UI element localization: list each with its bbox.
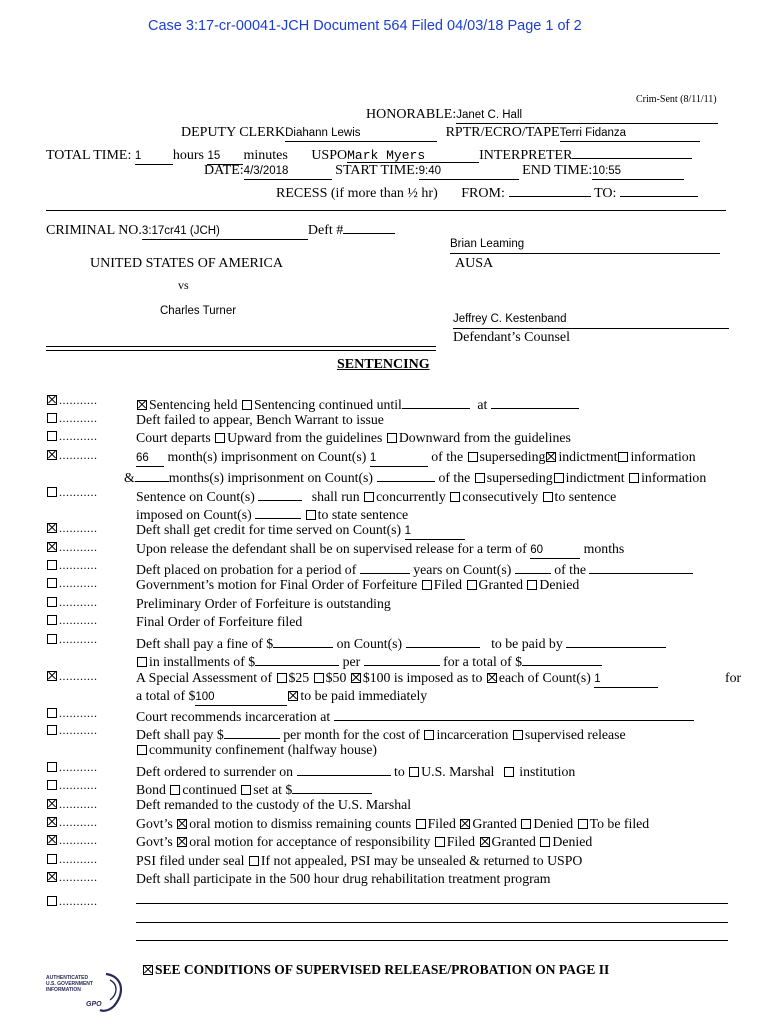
checkbox-to-sentence[interactable]	[543, 492, 553, 502]
line-drug-program: Deft shall participate in the 500 hour drug rehabilitation treatment program	[136, 871, 551, 886]
line-sentencing: Sentencing held Sentencing continued until at	[136, 394, 579, 413]
fine-count-field	[406, 633, 480, 648]
count-field: 1	[370, 452, 428, 467]
line-forfeiture-motion: Government’s motion for Final Order of Forfeiture Filed Granted Denied	[136, 577, 580, 592]
line-recommend-incarceration: Court recommends incarceration at	[136, 706, 694, 725]
line-community-confinement: community confinement (halfway house)	[136, 742, 377, 758]
installment-period-field	[364, 651, 440, 666]
checkbox-upward[interactable]	[215, 433, 225, 443]
checkbox-indictment[interactable]	[546, 452, 556, 462]
total-time-row: TOTAL TIME: 1 hours 15 minutes USPOMark Myers INTERPRETER	[46, 144, 692, 165]
checkbox-sentence-count[interactable]	[47, 487, 57, 497]
line-imposed-count: imposed on Count(s) to state sentence	[136, 504, 408, 523]
checkbox-bond[interactable]	[47, 780, 57, 790]
line-surrender: Deft ordered to surrender on to U.S. Marshal institution	[136, 761, 575, 780]
assessment-total-field: 100	[195, 691, 287, 706]
deputy-clerk-field: Diahann Lewis	[285, 127, 437, 142]
checkbox-imprisonment[interactable]	[47, 450, 57, 460]
imposed-count-field	[255, 504, 301, 519]
line-supervised-release: Upon release the defendant shall be on supervised release for a term of 60 months	[136, 541, 624, 559]
checkbox-credit-time[interactable]	[47, 523, 57, 533]
months2-field	[135, 467, 169, 482]
criminal-no-field: 3:17cr41 (JCH)	[142, 225, 308, 240]
checkbox-assessment-50[interactable]	[314, 673, 324, 683]
check-col-4: ...........	[46, 448, 98, 464]
gpo-seal-graphic	[44, 970, 134, 1014]
check-col-21: ...........	[46, 852, 98, 868]
checkbox-forfeiture-filed[interactable]	[422, 580, 432, 590]
checkbox-acceptance-oral[interactable]	[177, 837, 187, 847]
line-acceptance-responsibility: Govt’s oral motion for acceptance of responsibility Filed Granted Denied	[136, 834, 593, 849]
defendant-name: Charles Turner	[160, 305, 237, 317]
checkbox-community-confinement[interactable]	[137, 745, 147, 755]
recess-to-field	[620, 182, 698, 197]
fine-paid-by-field	[566, 633, 666, 648]
blank-line-1	[136, 903, 728, 904]
defense-counsel-label: Defendant’s Counsel	[453, 330, 571, 345]
divider-2	[46, 350, 436, 351]
recess-row: RECESS (if more than ½ hr) FROM: TO:	[276, 182, 698, 202]
checkbox-institution[interactable]	[504, 767, 514, 777]
check-col-9: ...........	[46, 576, 98, 592]
surrender-date-field	[297, 761, 391, 776]
installment-amount-field	[255, 651, 339, 666]
court-filing-header: Case 3:17-cr-00041-JCH Document 564 Filed 04/03/18 Page 1 of 2	[148, 18, 582, 34]
checkbox-each-count[interactable]	[487, 673, 497, 683]
checkbox-consecutively[interactable]	[450, 492, 460, 502]
start-time-field: 9:40	[419, 165, 519, 180]
checkbox-other[interactable]	[47, 896, 57, 906]
checkbox-forfeiture-granted[interactable]	[467, 580, 477, 590]
checkbox-acceptance-filed[interactable]	[435, 837, 445, 847]
form-id: Crim-Sent (8/11/11)	[636, 94, 717, 105]
sentence-count-field	[258, 486, 302, 501]
divider-top	[46, 210, 726, 211]
line-bond: Bond continued set at $	[136, 779, 372, 798]
checkbox-sentencing-continued[interactable]	[242, 400, 252, 410]
checkbox-forfeiture-denied[interactable]	[527, 580, 537, 590]
checkbox-dismiss-to-be-filed[interactable]	[578, 819, 588, 829]
checkbox-dismiss-oral[interactable]	[177, 819, 187, 829]
date-row: DATE:4/3/2018 START TIME:9:40 END TIME:10:55	[204, 163, 684, 180]
checkbox-remanded[interactable]	[47, 799, 57, 809]
checkbox-supervised-release[interactable]	[47, 542, 57, 552]
checkbox-indictment-2[interactable]	[554, 473, 564, 483]
checkbox-superseding[interactable]	[468, 452, 478, 462]
check-col-7: ...........	[46, 540, 98, 556]
checkbox-sentencing-held[interactable]	[137, 400, 147, 410]
plaintiff: UNITED STATES OF AMERICA	[90, 256, 283, 271]
deft-number-field	[343, 219, 395, 234]
line-imprisonment: 66 month(s) imprisonment on Count(s) 1 of the superseding indictment information	[136, 449, 696, 467]
checkbox-cost-supervised-release[interactable]	[513, 730, 523, 740]
line-preliminary-forfeiture: Preliminary Order of Forfeiture is outstanding	[136, 596, 391, 611]
probation-years-field	[360, 559, 410, 574]
checkbox-information-2[interactable]	[629, 473, 639, 483]
check-col-12: ...........	[46, 632, 98, 648]
count2-field	[377, 467, 435, 482]
checkbox-psi-seal[interactable]	[47, 854, 57, 864]
line-dismiss-counts: Govt’s oral motion to dismiss remaining counts Filed Granted Denied To be filed	[136, 816, 650, 831]
checkbox-installments[interactable]	[137, 657, 147, 667]
section-title: SENTENCING	[337, 357, 430, 372]
defense-counsel-field: Jeffrey C. Kestenband	[453, 313, 729, 329]
deputy-clerk-row: DEPUTY CLERKDiahann Lewis RPTR/ECRO/TAPETerri Fidanza	[181, 125, 700, 142]
end-time-field: 10:55	[592, 165, 684, 180]
line-sentence-count: Sentence on Count(s) shall run concurrently consecutively to sentence	[136, 486, 616, 505]
installment-total-field	[522, 651, 602, 666]
line-total-assessment: a total of $100 to be paid immediately	[136, 688, 427, 706]
footer-note: SEE CONDITIONS OF SUPERVISED RELEASE/PROBATION ON PAGE II	[142, 962, 609, 978]
checkbox-court-departs[interactable]	[47, 431, 57, 441]
checkbox-assessment-25[interactable]	[277, 673, 287, 683]
label-for: for	[725, 670, 742, 685]
check-col-19: ...........	[46, 815, 98, 831]
recess-from-field	[509, 182, 591, 197]
line-final-forfeiture: Final Order of Forfeiture filed	[136, 614, 303, 629]
checkbox-pay-cost[interactable]	[47, 725, 57, 735]
assessment-count-field: 1	[594, 673, 658, 688]
check-col-13: ...........	[46, 669, 98, 685]
bond-amount-field	[292, 779, 372, 794]
checkbox-bond-continued[interactable]	[170, 785, 180, 795]
checkbox-acceptance-granted[interactable]	[480, 837, 490, 847]
checkbox-special-assessment[interactable]	[47, 671, 57, 681]
svg-text:INFORMATION: INFORMATION	[46, 987, 81, 993]
checkbox-failed-appear[interactable]	[47, 413, 57, 423]
check-col-16: ...........	[46, 760, 98, 776]
checkbox-assessment-100[interactable]	[351, 673, 361, 683]
line-fine: Deft shall pay a fine of $ on Count(s) to be paid by	[136, 633, 666, 652]
credit-count-field: 1	[405, 525, 465, 540]
checkbox-drug-program[interactable]	[47, 872, 57, 882]
check-col-5: ...........	[46, 485, 98, 501]
line-probation: Deft placed on probation for a period of years on Count(s) of the	[136, 559, 693, 578]
checkbox-dismiss-granted[interactable]	[460, 819, 470, 829]
check-col-15: ...........	[46, 723, 98, 739]
checkbox-superseding-2[interactable]	[475, 473, 485, 483]
checkbox-sentencing[interactable]	[47, 395, 57, 405]
check-col-22: ...........	[46, 870, 98, 886]
check-col-3: ...........	[46, 429, 98, 445]
check-col-6: ...........	[46, 521, 98, 537]
line-credit-time: Deft shall get credit for time served on Count(s) 1	[136, 522, 465, 540]
checkbox-acceptance-responsibility[interactable]	[47, 835, 57, 845]
blank-line-2	[136, 922, 728, 923]
check-col-18: ...........	[46, 797, 98, 813]
fine-amount-field	[273, 633, 333, 648]
checkbox-preliminary-forfeiture[interactable]	[47, 597, 57, 607]
line-special-assessment: A Special Assessment of $25 $50 $100 is imposed as to each of Count(s) 1	[136, 670, 658, 688]
checkbox-psi-not-appealed[interactable]	[249, 856, 259, 866]
line-imprisonment-2: & months(s) imprisonment on Count(s) of the superseding indictment information	[124, 467, 706, 486]
check-col-2: ...........	[46, 411, 98, 427]
continued-date-field	[402, 394, 470, 409]
svg-text:AUTHENTICATED: AUTHENTICATED	[46, 975, 89, 981]
blank-line-3	[136, 940, 728, 941]
checkbox-probation[interactable]	[47, 560, 57, 570]
svg-text:GPO: GPO	[86, 1001, 102, 1008]
checkbox-dismiss-denied[interactable]	[521, 819, 531, 829]
line-remanded: Deft remanded to the custody of the U.S. Marshal	[136, 797, 412, 812]
hours-field: 1	[135, 150, 173, 165]
checkbox-concurrently[interactable]	[364, 492, 374, 502]
check-col-14: ...........	[46, 706, 98, 722]
cost-amount-field	[224, 724, 280, 739]
checkbox-information[interactable]	[618, 452, 628, 462]
checkbox-paid-immediately[interactable]	[288, 691, 298, 701]
check-col-17: ...........	[46, 778, 98, 794]
checkbox-us-marshal[interactable]	[409, 767, 419, 777]
checkbox-recommend-incarceration[interactable]	[47, 708, 57, 718]
release-term-field: 60	[530, 544, 580, 559]
check-col-23: ...........	[46, 894, 98, 910]
honorable-field: Janet C. Hall	[456, 109, 718, 124]
line-pay-cost: Deft shall pay $ per month for the cost of incarceration supervised release	[136, 724, 626, 743]
ausa-name-field: Brian Leaming	[450, 238, 720, 254]
checkbox-fine[interactable]	[47, 634, 57, 644]
line-psi: PSI filed under seal If not appealed, PSI may be unsealed & returned to USPO	[136, 853, 583, 868]
criminal-no-row: CRIMINAL NO.3:17cr41 (JCH) Deft #	[46, 219, 395, 240]
checkbox-state-sentence[interactable]	[306, 510, 316, 520]
months-field: 66	[136, 452, 164, 467]
svg-text:U.S. GOVERNMENT: U.S. GOVERNMENT	[46, 981, 93, 987]
continued-time-field	[491, 394, 579, 409]
checkbox-final-forfeiture[interactable]	[47, 615, 57, 625]
reporter-field: Terri Fidanza	[560, 127, 700, 142]
date-field: 4/3/2018	[244, 165, 332, 180]
checkbox-acceptance-denied[interactable]	[540, 837, 550, 847]
line-installments: in installments of $ per for a total of $	[136, 651, 602, 670]
checkbox-see-conditions[interactable]	[143, 965, 153, 975]
gpo-seal	[44, 970, 134, 1014]
divider-1	[46, 346, 436, 347]
uspo-field: Mark Myers	[347, 148, 479, 163]
checkbox-downward[interactable]	[387, 433, 397, 443]
honorable-row: HONORABLE:Janet C. Hall	[366, 107, 718, 124]
interpreter-field	[572, 144, 692, 159]
check-col-20: ...........	[46, 833, 98, 849]
check-col-10: ...........	[46, 595, 98, 611]
checkbox-dismiss-counts[interactable]	[47, 817, 57, 827]
ausa-label: AUSA	[455, 256, 494, 271]
checkbox-dismiss-filed[interactable]	[416, 819, 426, 829]
check-col-8: ...........	[46, 558, 98, 574]
checkbox-surrender[interactable]	[47, 762, 57, 772]
probation-of-field	[589, 559, 693, 574]
checkbox-forfeiture-motion[interactable]	[47, 578, 57, 588]
checkbox-bond-set[interactable]	[241, 785, 251, 795]
probation-count-field	[515, 559, 551, 574]
line-failed-appear: Deft failed to appear, Bench Warrant to issue	[136, 412, 384, 427]
checkbox-cost-incarceration[interactable]	[424, 730, 434, 740]
incarceration-location-field	[334, 706, 694, 721]
check-col-11: ...........	[46, 613, 98, 629]
minutes-field: 15	[207, 150, 243, 165]
line-court-departs: Court departs Upward from the guidelines Downward from the guidelines	[136, 430, 571, 445]
versus: vs	[178, 278, 189, 292]
check-col-1: ...........	[46, 393, 98, 409]
